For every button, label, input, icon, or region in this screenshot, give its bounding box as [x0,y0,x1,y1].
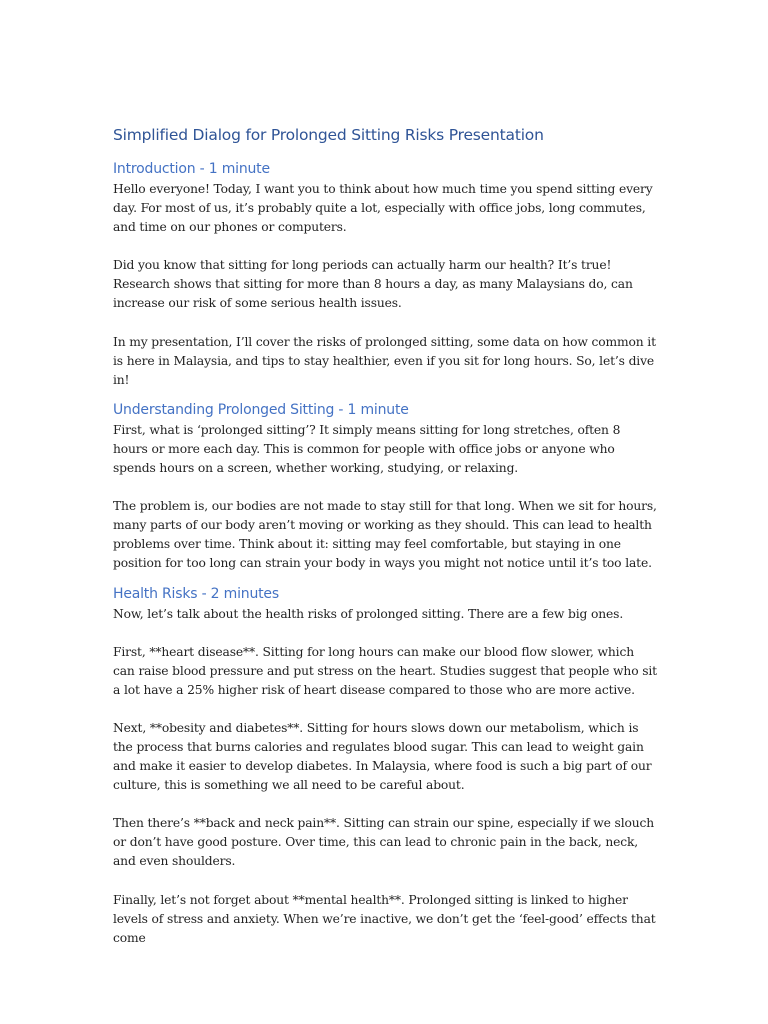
document-title: Simplified Dialog for Prolonged Sitting Risks Presentation [113,126,544,144]
paragraph: Now, let’s talk about the health risks of prolonged sitting. There are a few big ones. [113,606,624,621]
paragraph: Then there’s **back and neck pain**. Sitting can strain our spine, especially if we slouch or don’t have good posture. Over time, this can lead to chronic pain in the back, neck, and even shoulders. [113,816,655,869]
section-heading-health-risks: Health Risks - 2 minutes [113,585,279,602]
paragraph: Did you know that sitting for long periods can actually harm our health? It’s true! Research shows that sitting for more than 8 hours a day, as many Malaysians do, can increase our risk of some serious health issues. [113,258,633,311]
section-heading-understanding: Understanding Prolonged Sitting - 1 minute [113,401,409,418]
paragraph: First, what is ‘prolonged sitting’? It simply means sitting for long stretches, often 8 hours or more each day. This is common for people with office jobs or anyone who spends hours on a screen, whether working, studying, or relaxing. [113,422,621,476]
document-body [113,124,658,967]
paragraph: In my presentation, I’ll cover the risks of prolonged sitting, some data on how common it is here in Malaysia, and tips to stay healthier, even if you sit for long hours. So, let’s dive in! [113,334,656,387]
paragraph: Next, **obesity and diabetes**. Sitting for hours slows down our metabolism, which is the process that burns calories and regulates blood sugar. This can lead to weight gain and make it easier to develop diabetes. In Malaysia, where food is such a big part of our culture, this is something we all need to be careful about. [113,720,652,793]
paragraph: Finally, let’s not forget about **mental health**. Prolonged sitting is linked to higher levels of stress and anxiety. When we’re inactive, we don’t get the ‘feel-good’ effects that come [113,892,656,945]
paragraph: Hello everyone! Today, I want you to think about how much time you spend sitting every day. For most of us, it’s probably quite a lot, especially with office jobs, long commutes, and time on our phones or computers. [113,182,653,235]
paragraph: The problem is, our bodies are not made to stay still for that long. When we sit for hours, many parts of our body aren’t moving or working as they should. This can lead to health problems over time. Think about it: sitting may feel comfortable, but staying in one position for too long can strain your body in ways you might not notice until it’s too late. [113,499,657,571]
paragraph: First, **heart disease**. Sitting for long hours can make our blood flow slower, which can raise blood pressure and put stress on the heart. Studies suggest that people who sit a lot have a 25% higher risk of heart disease compared to those who are more active. [113,644,657,697]
section-heading-introduction: Introduction - 1 minute [113,161,270,177]
